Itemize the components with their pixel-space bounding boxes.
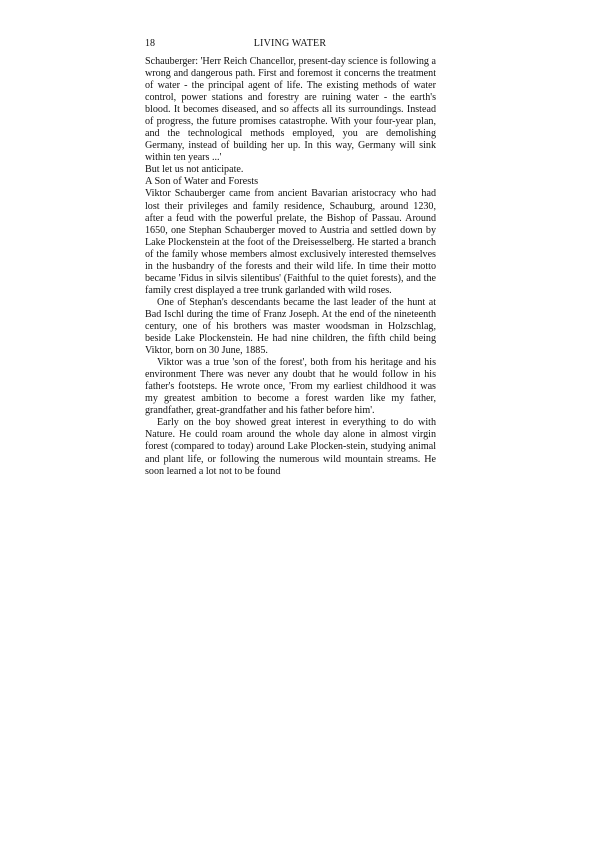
running-head bbox=[145, 37, 435, 51]
quote-closing-line: But let us not anticipate. bbox=[145, 164, 244, 176]
body-text bbox=[145, 56, 436, 478]
running-title: LIVING WATER bbox=[253, 38, 327, 49]
section-paragraph-3: Viktor was a true 'son of the forest', both from his heritage and his environment There was never any doubt that he would follow in his father's footsteps. He wrote once, 'From my earliest childhood it was my greatest ambition to become a forest warden like my father, grandfather, great-grandfather and his father before him'. bbox=[145, 357, 436, 417]
section-paragraph-1: Viktor Schauberger came from ancient Bavarian aristocracy who had lost their privileges and family residence, Schauburg, around 1230, after a feud with the powerful prelate, the Bishop of Passau. Around 1650, one Stephan Schauberger moved to Austria and settled down by Lake Plockenstein at the foot of the Dreisesselberg. He started a branch of the family whose members almost exclusively interested themselves in the husbandry of the forests and their wild life. In time their motto became 'Fidus in silvis silentibus' (Faithful to the quiet forests), and the family crest displayed a tree trunk garlanded with wild roses. bbox=[145, 188, 436, 296]
page-number: 18 bbox=[145, 38, 155, 49]
section-paragraph-2: One of Stephan's descendants became the last leader of the hunt at Bad Ischl during the time of Franz Joseph. At the end of the nineteenth century, one of his brothers was master woodsman in Holzschlag, beside Lake Plockenstein. He had nine children, the fifth child being Viktor, born on 30 June, 1885. bbox=[145, 296, 436, 357]
section-heading: A Son of Water and Forests bbox=[145, 176, 259, 188]
quote-paragraph: Schauberger: 'Herr Reich Chancellor, present-day science is following a wrong and dangerous path. First and foremost it concerns the treatment of water - the principal agent of life. The existing methods of water control, power stations and forestry are ruining water - the earth's blood. It becomes diseased, and so affects all its surroundings. Instead of progress, the future promises catastrophe. With your four-year plan, and the technological methods employed, you are demolishing Germany, instead of building her up. In this way, Germany will sink within ten years ...' bbox=[145, 56, 436, 164]
section-paragraph-4: Early on the boy showed great interest in everything to do with Nature. He could roam around the whole day alone in almost virgin forest (compared to today) around Lake Plocken-stein, studying animal and plant life, or following the numerous wild mountain streams. He soon learned a lot not to be found bbox=[145, 417, 436, 477]
